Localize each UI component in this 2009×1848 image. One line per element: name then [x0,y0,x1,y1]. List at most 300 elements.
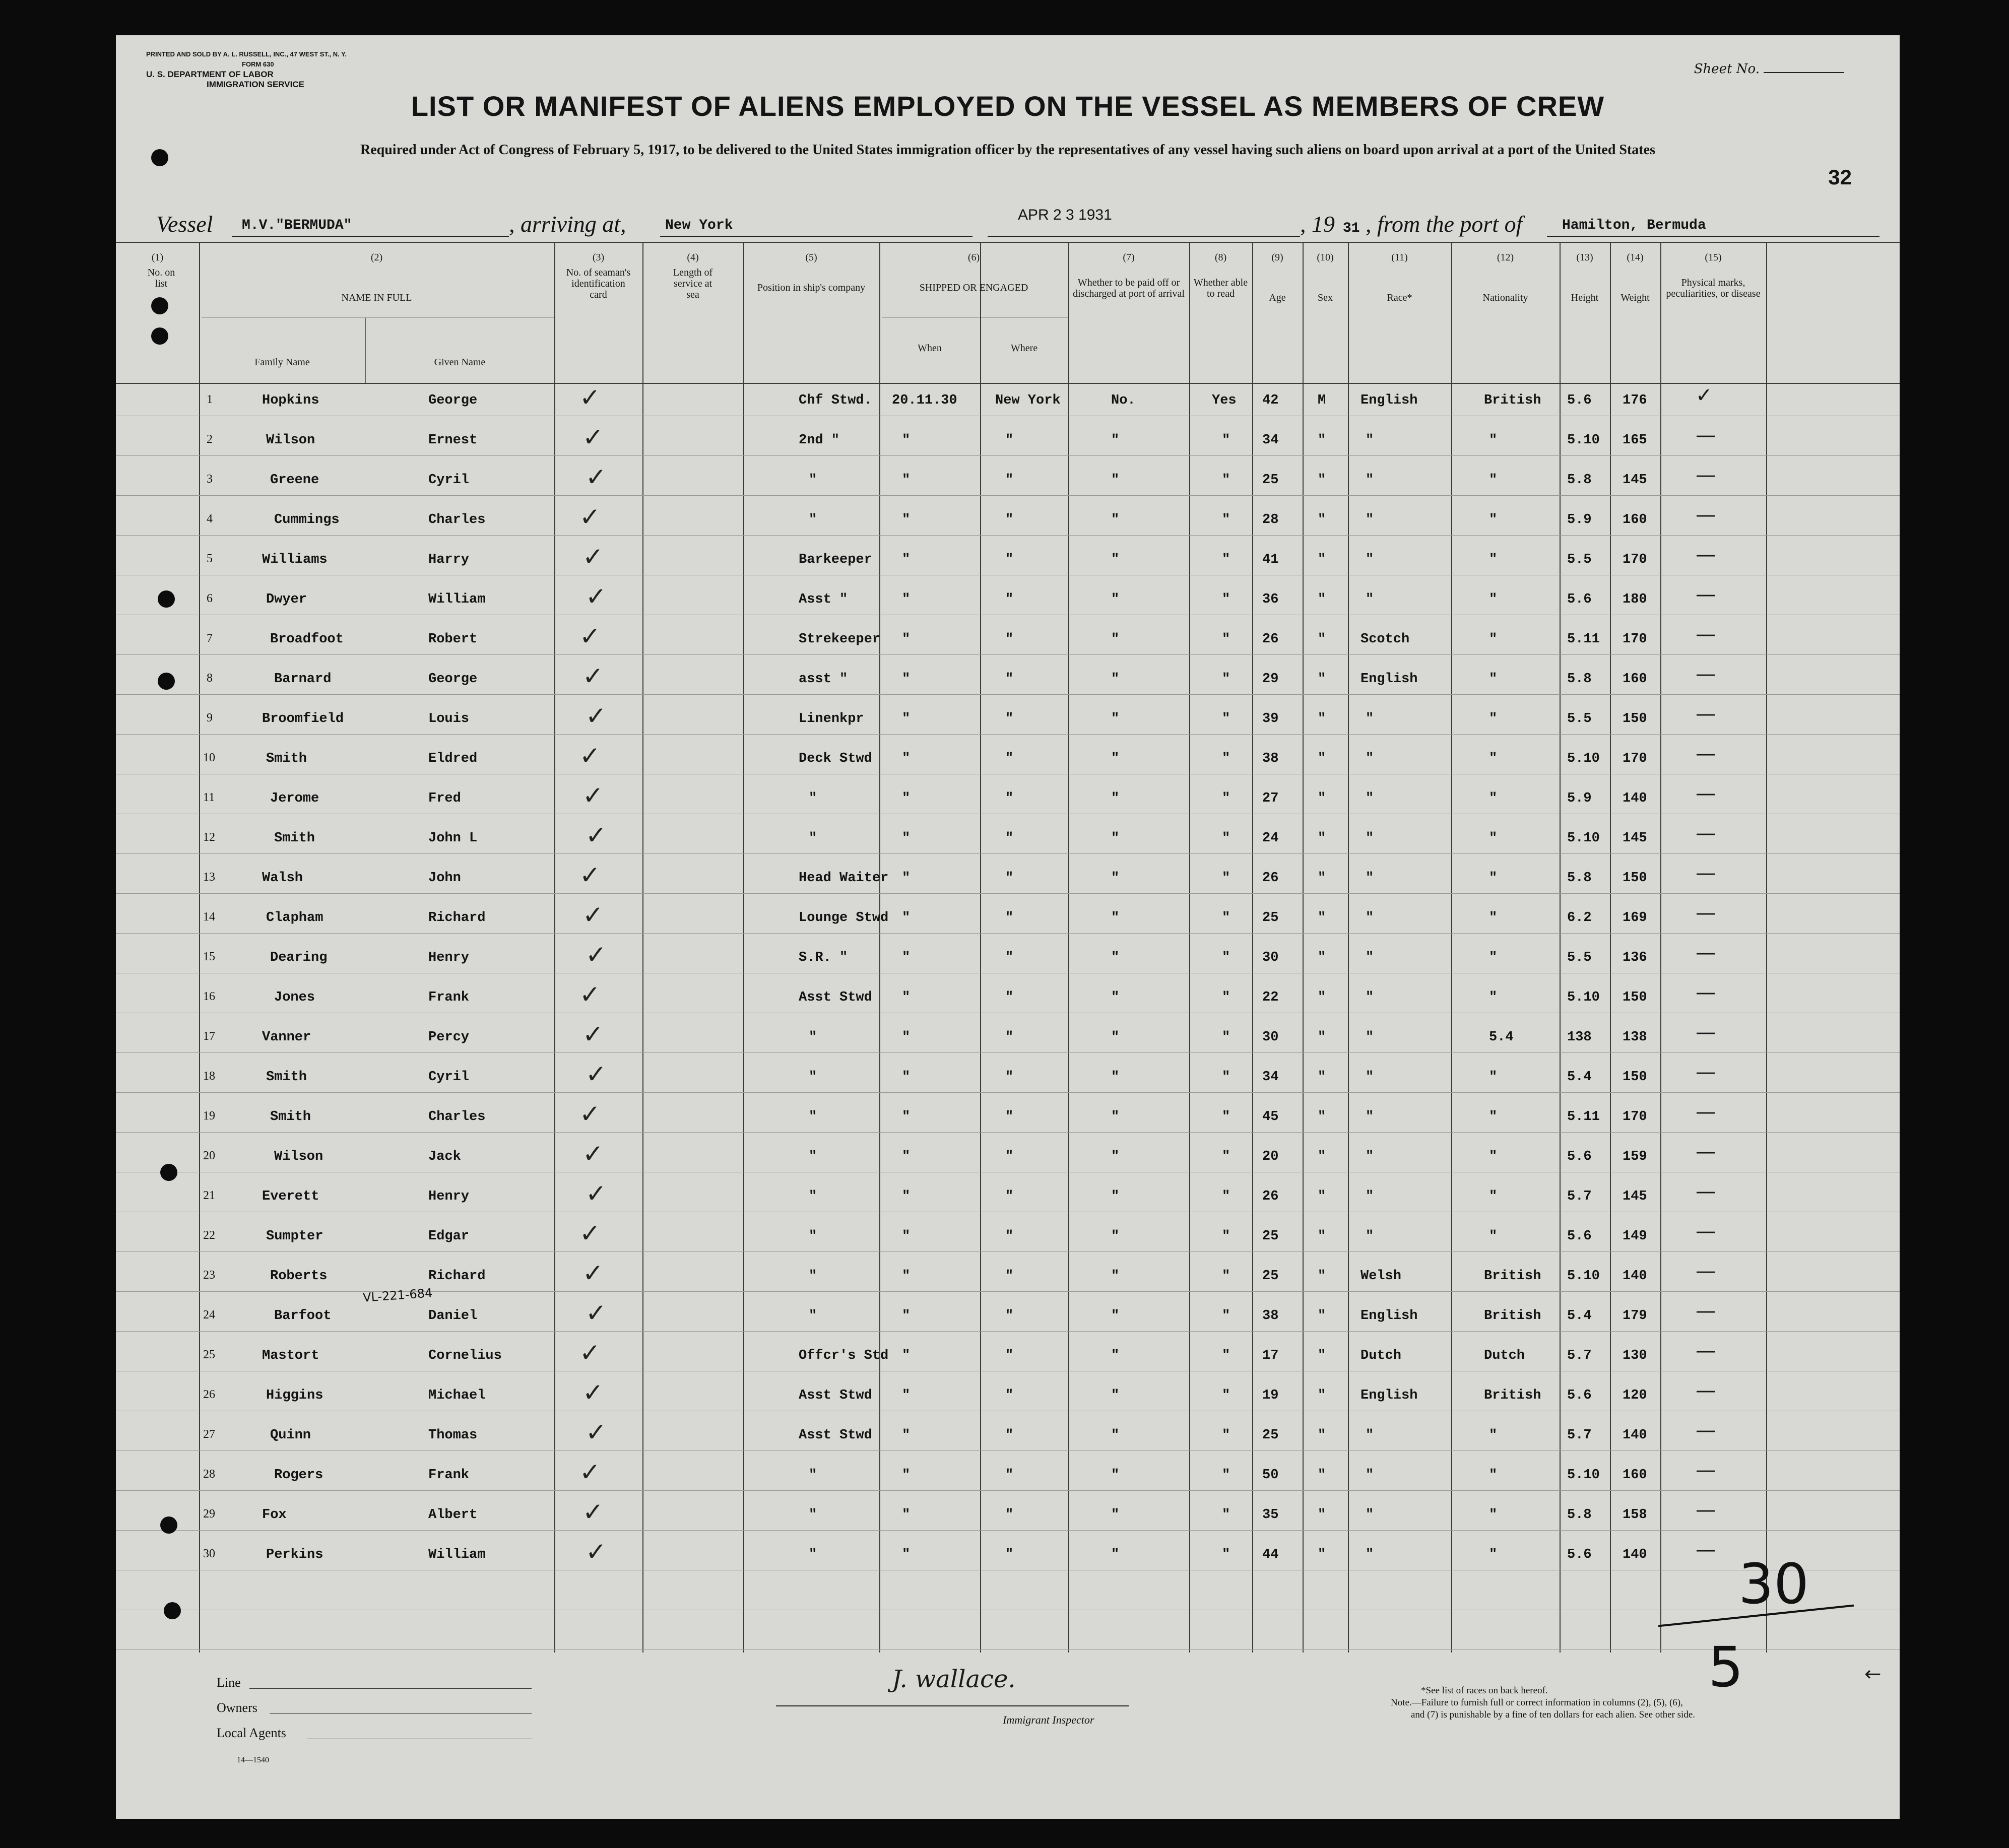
ruled-line [116,1052,1900,1053]
checkmark-icon: ✓ [579,1458,601,1487]
punch-hole [160,1164,177,1181]
column-rule [1252,242,1253,1653]
margin-total-note: 30 [1738,1552,1809,1616]
punch-hole [160,1516,177,1534]
age: 25 [1262,1269,1279,1284]
race: Scotch [1360,632,1410,647]
race: " [1366,1547,1374,1562]
checkmark-icon: ✓ [586,1537,607,1566]
col3-header: No. of seaman's identification card [566,267,631,300]
checkmark-icon: ✓ [579,861,601,890]
given-name: Harry [428,552,470,567]
able-to-read: " [1222,1189,1230,1204]
checkmark-icon: ✓ [579,1099,601,1129]
checkmark-icon: ✓ [582,1259,604,1288]
page-title: LIST OR MANIFEST OF ALIENS EMPLOYED ON THE VESSEL AS MEMBERS OF CREW [411,90,1605,122]
printer-info [146,49,347,90]
height: 5.4 [1567,1070,1592,1085]
able-to-read: " [1222,473,1230,488]
dash-mark-icon: — [1696,663,1716,686]
height: 5.9 [1567,791,1592,806]
sex: " [1318,1388,1326,1403]
year-value: 31 [1343,221,1360,236]
row-number: 14 [203,910,215,923]
service-line: IMMIGRATION SERVICE [207,80,304,89]
family-name: Higgins [266,1388,323,1403]
given-name: Louis [428,711,470,727]
age: 17 [1262,1348,1279,1363]
dash-mark-icon: — [1696,1220,1716,1243]
paid-off: " [1111,552,1120,567]
height: 5.5 [1567,711,1592,727]
checkmark-icon: ✓ [1696,384,1713,407]
dash-mark-icon: — [1696,1021,1716,1044]
checkmark-icon: ✓ [579,383,601,412]
dash-mark-icon: — [1696,1299,1716,1323]
given-name: Thomas [428,1428,478,1443]
weight: 140 [1623,1428,1647,1443]
ruled-line [116,495,1900,496]
checkmark-icon: ✓ [586,821,607,850]
paid-off: " [1111,871,1120,886]
vessel-name: M.V."BERMUDA" [242,218,352,233]
shipped-where: " [1005,1269,1014,1284]
height: 5.9 [1567,512,1592,527]
row-number: 11 [203,791,215,804]
height: 5.6 [1567,1547,1592,1562]
paid-off: " [1111,1109,1120,1125]
shipped-when: " [902,1348,911,1363]
sex: " [1318,672,1326,687]
shipped-when: " [902,1468,911,1483]
paid-off: " [1111,1468,1120,1483]
col14-number: (14) [1627,252,1644,263]
given-name: Henry [428,1189,470,1204]
position: " [809,1149,817,1164]
local-agents-label: Local Agents [217,1726,286,1740]
from-port-label: , from the port of [1366,211,1523,237]
shipped-where: " [1005,672,1014,687]
ruled-line [116,1092,1900,1093]
given-name: John L [428,831,478,846]
shipped-when: " [902,791,911,806]
row-number: 21 [203,1189,215,1202]
shipped-when: " [902,1030,911,1045]
ruled-line [116,1530,1900,1531]
nationality: " [1489,1189,1498,1204]
shipped-when: " [902,1109,911,1125]
race: " [1366,1149,1374,1164]
dash-mark-icon: — [1696,503,1716,526]
given-name: George [428,672,478,687]
dash-mark-icon: — [1696,1379,1716,1402]
sex: " [1318,751,1326,766]
able-to-read: " [1222,632,1230,647]
col2-header: NAME IN FULL [341,292,412,303]
nationality: " [1489,473,1498,488]
family-name: Cummings [274,512,340,527]
col7-header: Whether to be paid off or discharged at port of arrival [1073,277,1185,299]
ruled-line [116,933,1900,934]
age: 36 [1262,592,1279,607]
nationality: " [1489,871,1498,886]
dash-mark-icon: — [1696,623,1716,646]
height: 5.7 [1567,1189,1592,1204]
weight: 136 [1623,950,1647,965]
row-number: 15 [203,950,215,963]
age: 25 [1262,1428,1279,1443]
age: 30 [1262,950,1279,965]
name-split-rule [365,317,366,383]
col4-header: Length of service at sea [673,267,713,300]
weight: 140 [1623,1269,1647,1284]
nationality: " [1489,552,1498,567]
ruled-line [116,853,1900,854]
given-name: William [428,1547,486,1562]
margin-arrow-mark: ← [1864,1663,1882,1686]
row24-handwritten-note: VL-221-684 [362,1286,433,1305]
ruled-line [116,1649,1900,1650]
able-to-read: " [1222,433,1230,448]
position: " [809,1547,817,1562]
shipped-when: " [902,552,911,567]
paid-off: " [1111,1308,1120,1324]
row-number: 17 [203,1030,215,1043]
checkmark-icon: ✓ [586,1179,607,1208]
given-name: Cyril [428,473,470,488]
nationality: " [1489,592,1498,607]
height: 5.6 [1567,1149,1592,1164]
dash-mark-icon: — [1696,543,1716,566]
family-name: Walsh [262,871,303,886]
height: 5.6 [1567,1229,1592,1244]
nationality: " [1489,1229,1498,1244]
race: " [1366,871,1374,886]
checkmark-icon: ✓ [582,1139,604,1168]
race: " [1366,1070,1374,1085]
family-name: Barfoot [274,1308,332,1324]
shipped-where: " [1005,1308,1014,1324]
penalty-note-line1: Note.—Failure to furnish full or correct information in columns (2), (5), (6), [1391,1697,1683,1708]
weight: 145 [1623,831,1647,846]
given-name: Eldred [428,751,478,766]
sex: " [1318,552,1326,567]
age: 38 [1262,751,1279,766]
position: " [809,512,817,527]
dash-mark-icon: — [1696,1459,1716,1482]
shipped-where: " [1005,512,1014,527]
shipped-where: " [1005,1070,1014,1085]
given-name: Ernest [428,433,478,448]
row-number: 3 [207,473,213,486]
race: " [1366,990,1374,1005]
shipped-when: " [902,1308,911,1324]
when-header: When [918,343,942,354]
row-number: 29 [203,1507,215,1521]
shipped-where: " [1005,1229,1014,1244]
date-stamp: APR 2 3 1931 [1018,207,1112,223]
able-to-read: " [1222,672,1230,687]
height: 5.6 [1567,393,1592,408]
paid-off: " [1111,1547,1120,1562]
family-name: Roberts [270,1269,328,1284]
punch-hole [158,673,175,690]
height: 5.7 [1567,1348,1592,1363]
family-name: Mastort [262,1348,319,1363]
shipped-where: " [1005,950,1014,965]
weight: 140 [1623,1547,1647,1562]
age: 22 [1262,990,1279,1005]
position: S.R. " [799,950,848,965]
sex: " [1318,1428,1326,1443]
shipped-when: " [902,1070,911,1085]
shipped-when: " [902,910,911,926]
race: English [1360,672,1418,687]
row-number: 8 [207,672,213,685]
race: " [1366,711,1374,727]
position: Lounge Stwd [799,910,889,926]
col8-header: Whether able to read [1193,277,1248,299]
penalty-note-line2: and (7) is punishable by a fine of ten dollars for each alien. See other side. [1411,1709,1696,1720]
column-rule [1766,242,1767,1653]
year-label: , 19 [1300,211,1335,237]
given-name: Fred [428,791,461,806]
paid-off: " [1111,711,1120,727]
ruled-line [116,1132,1900,1133]
family-name: Greene [270,473,319,488]
col10-number: (10) [1317,252,1334,263]
row-number: 23 [203,1269,215,1282]
paid-off: " [1111,1149,1120,1164]
able-to-read: " [1222,552,1230,567]
race: " [1366,1507,1374,1523]
position: asst " [799,672,848,687]
able-to-read: " [1222,791,1230,806]
race: " [1366,512,1374,527]
vessel-label: Vessel [156,211,213,237]
age: 30 [1262,1030,1279,1045]
arriving-label: , arriving at, [509,211,626,237]
row-number: 4 [207,512,213,525]
shipped-when: " [902,473,911,488]
column-rule [199,242,200,1653]
dash-mark-icon: — [1696,583,1716,606]
col7-number: (7) [1123,252,1135,263]
position: " [809,1468,817,1483]
checkmark-icon: ✓ [586,1418,607,1447]
sex: " [1318,1308,1326,1324]
weight: 120 [1623,1388,1647,1403]
height: 138 [1567,1030,1592,1045]
position: " [809,1308,817,1324]
given-name: Frank [428,1468,470,1483]
sex: " [1318,791,1326,806]
nationality: " [1489,1070,1498,1085]
sex: " [1318,871,1326,886]
family-name: Dearing [270,950,328,965]
dash-mark-icon: — [1696,901,1716,925]
position: " [809,1030,817,1045]
footer [116,1655,1900,1816]
weight: 170 [1623,751,1647,766]
checkmark-icon: ✓ [579,622,601,651]
col11-header: Race* [1387,292,1412,303]
table-top-rule [116,242,1900,243]
shipped-where: " [1005,910,1014,926]
height: 5.5 [1567,552,1592,567]
shipped-where: " [1005,1189,1014,1204]
row-number: 1 [207,393,213,406]
position: 2nd " [799,433,840,448]
nationality: " [1489,910,1498,926]
sex: " [1318,1348,1326,1363]
race: " [1366,1428,1374,1443]
height: 5.4 [1567,1308,1592,1324]
row-number: 25 [203,1348,215,1361]
manifest-sheet [116,35,1900,1819]
weight: 150 [1623,711,1647,727]
shipped-where: " [1005,751,1014,766]
sheet-number [1694,61,1844,77]
nationality: 5.4 [1489,1030,1514,1045]
ruled-line [116,694,1900,695]
shipped-when: " [902,1547,911,1562]
weight: 145 [1623,473,1647,488]
checkmark-icon: ✓ [582,542,604,571]
weight: 160 [1623,1468,1647,1483]
nationality: " [1489,711,1498,727]
ruled-line [116,455,1900,456]
shipped-where: " [1005,1348,1014,1363]
punch-hole [151,297,168,314]
shipped-where: " [1005,552,1014,567]
col1-header: No. on list [147,267,175,289]
shipped-when: " [902,1149,911,1164]
dash-mark-icon: — [1696,424,1716,447]
paid-off: " [1111,592,1120,607]
able-to-read: " [1222,711,1230,727]
row-number: 12 [203,831,215,844]
age: 25 [1262,473,1279,488]
paid-off: " [1111,1388,1120,1403]
given-name: Robert [428,632,478,647]
sex: " [1318,632,1326,647]
given-name: John [428,871,461,886]
weight: 180 [1623,592,1647,607]
height: 5.11 [1567,1109,1600,1125]
sex: " [1318,1109,1326,1125]
age: 50 [1262,1468,1279,1483]
age: 26 [1262,871,1279,886]
weight: 158 [1623,1507,1647,1523]
position: " [809,1269,817,1284]
weight: 130 [1623,1348,1647,1363]
age: 25 [1262,1229,1279,1244]
sex: " [1318,1547,1326,1562]
col1-number: (1) [151,252,164,263]
race: " [1366,1229,1374,1244]
column-rule [980,242,981,1653]
race: English [1360,1388,1418,1403]
given-name: Edgar [428,1229,470,1244]
shipped-where: " [1005,592,1014,607]
given-name: George [428,393,478,408]
sex: " [1318,711,1326,727]
col6-number: (6) [967,252,980,263]
able-to-read: " [1222,1229,1230,1244]
age: 34 [1262,1070,1279,1085]
paid-off: " [1111,1507,1120,1523]
shipped-where: " [1005,433,1014,448]
family-name-header: Family Name [254,357,310,368]
family-name: Jones [274,990,315,1005]
position: Asst " [799,592,848,607]
dash-mark-icon: — [1696,1260,1716,1283]
paid-off: " [1111,512,1120,527]
column-rule [743,242,744,1653]
shipped-subheader-rule [882,317,1068,318]
checkmark-icon: ✓ [582,423,604,452]
family-name: Broomfield [262,711,344,727]
nationality: " [1489,751,1498,766]
paid-off: " [1111,751,1120,766]
shipped-where: " [1005,831,1014,846]
sex: " [1318,910,1326,926]
position: " [809,831,817,846]
race: " [1366,831,1374,846]
paid-off: " [1111,473,1120,488]
sex: " [1318,1030,1326,1045]
shipped-when: " [902,950,911,965]
height: 5.10 [1567,1269,1600,1284]
height: 5.10 [1567,1468,1600,1483]
owners-label: Owners [217,1700,257,1715]
nationality: " [1489,1149,1498,1164]
page-number: 32 [1828,165,1852,189]
shipped-when: " [902,632,911,647]
col12-header: Nationality [1482,292,1528,303]
shipped-where: " [1005,1109,1014,1125]
family-name: Broadfoot [270,632,344,647]
sex: " [1318,1507,1326,1523]
dash-mark-icon: — [1696,464,1716,487]
able-to-read: " [1222,1149,1230,1164]
family-name: Smith [266,1070,307,1085]
family-name: Dwyer [266,592,307,607]
ruled-line [116,893,1900,894]
able-to-read: " [1222,1468,1230,1483]
vessel-line [156,207,1869,242]
shipped-when: " [902,1229,911,1244]
name-subheader-rule [202,317,554,318]
given-name: Daniel [428,1308,478,1324]
paid-off: " [1111,990,1120,1005]
nationality: British [1484,1269,1541,1284]
race: English [1360,393,1418,408]
position: Asst Stwd [799,1428,872,1443]
checkmark-icon: ✓ [586,1298,607,1328]
weight: 145 [1623,1189,1647,1204]
able-to-read: " [1222,1269,1230,1284]
height: 5.10 [1567,990,1600,1005]
shipped-where: " [1005,1507,1014,1523]
weight: 150 [1623,1070,1647,1085]
sex: " [1318,990,1326,1005]
able-to-read: " [1222,990,1230,1005]
height: 5.10 [1567,831,1600,846]
sex: " [1318,473,1326,488]
punch-hole [151,327,168,345]
